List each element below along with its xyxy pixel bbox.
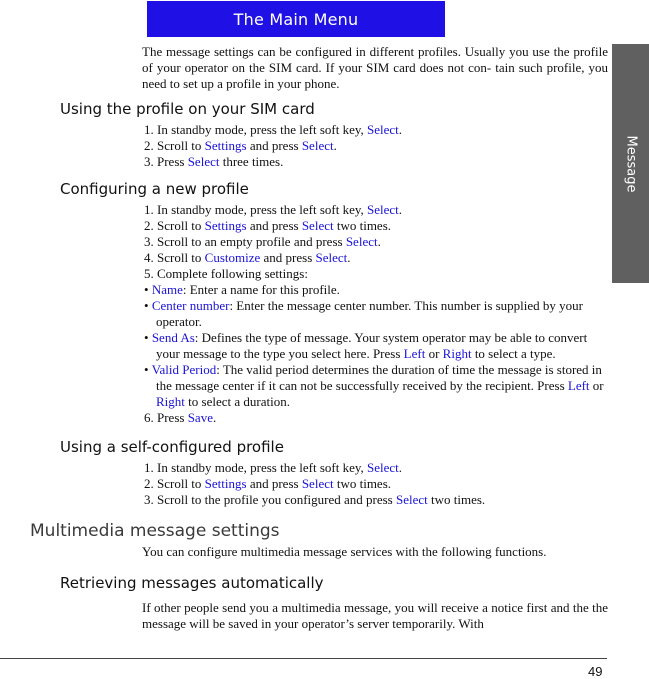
keyword: Left [567,378,590,393]
setting-valid-period-bullet: • Valid Period: The valid period determines the duration of time the message is stored in the message center if it can not be successfully received by the recipient. Press Left or Right to select a duration. [144,362,604,409]
keyword: Select [301,476,334,491]
step-6: 6. Press Save. [144,410,217,425]
mms-intro-paragraph: You can configure multimedia message services with the following functions. [142,544,547,559]
setting-send-as-bullet: • Send As: Defines the type of message. Your system operator may be able to convert your message to the type you select here. Press Left or Right to select a type. [144,330,588,361]
step-3: 3. Scroll to the profile you configured and press Select two times. [144,492,486,507]
keyword: Left [403,346,426,361]
keyword: Right [442,346,472,361]
keyword: Select [367,460,399,475]
keyword: Select [367,122,399,137]
keyword: Select [367,202,399,217]
step-2: 2. Scroll to Settings and press Select two times. [144,218,392,233]
new-profile-heading: Configuring a new profile [60,180,249,198]
section-header-title: The Main Menu [233,9,359,29]
chapter-side-tab [612,44,649,283]
self-profile-steps [144,460,610,508]
retrieve-paragraph: If other people send you a multimedia message, you will receive a notice first and the the message will be saved in your operator’s server temporarily. With [142,600,608,631]
step-4: 4. Scroll to Customize and press Select. [144,250,351,265]
step-5: 5. Complete following settings: [144,266,308,281]
new-profile-steps [144,202,610,426]
sim-profile-steps [144,122,610,170]
sim-profile-heading: Using the profile on your SIM card [60,100,315,118]
step-3: 3. Scroll to an empty profile and press Select. [144,234,381,249]
step-2: 2. Scroll to Settings and press Select two times. [144,476,392,491]
keyword: Send As [151,330,195,345]
chapter-side-tab-label: Message [623,135,638,192]
keyword: Right [156,394,185,409]
setting-name-bullet: • Name: Enter a name for this profile. [144,282,340,297]
footer-divider [0,658,607,659]
intro-paragraph: The message settings can be configured in different profiles. Usually you use the profile of your operator on the SIM card. If your SIM card does not con- tain such profile, you need to set up a profile in your phone. [142,44,608,91]
self-profile-heading: Using a self-configured profile [60,438,284,456]
mms-settings-heading: Multimedia message settings [30,521,280,541]
keyword: Select [187,154,220,169]
step-1: 1. In standby mode, press the left soft key, Select. [144,460,403,475]
keyword: Select [315,250,348,265]
retrieve-heading: Retrieving messages automatically [60,574,324,592]
section-header [147,1,445,37]
step-1: 1. In standby mode, press the left soft key, Select. [144,122,403,137]
keyword: Settings [204,476,247,491]
keyword: Settings [204,138,247,153]
keyword: Select [301,218,334,233]
keyword: Customize [204,250,261,265]
keyword: Select [396,492,428,507]
setting-center-number-bullet: • Center number: Enter the message center number. This number is supplied by your operator. [144,298,584,329]
keyword: Name [151,282,183,297]
keyword: Valid Period [151,362,217,377]
step-2: 2. Scroll to Settings and press Select. [144,138,337,153]
keyword: Save [187,410,213,425]
keyword: Settings [204,218,247,233]
step-3: 3. Press Select three times. [144,154,284,169]
keyword: Select [301,138,334,153]
page-number: 49 [588,664,603,679]
keyword: Center number [151,298,230,313]
keyword: Select [345,234,378,249]
step-1: 1. In standby mode, press the left soft key, Select. [144,202,403,217]
